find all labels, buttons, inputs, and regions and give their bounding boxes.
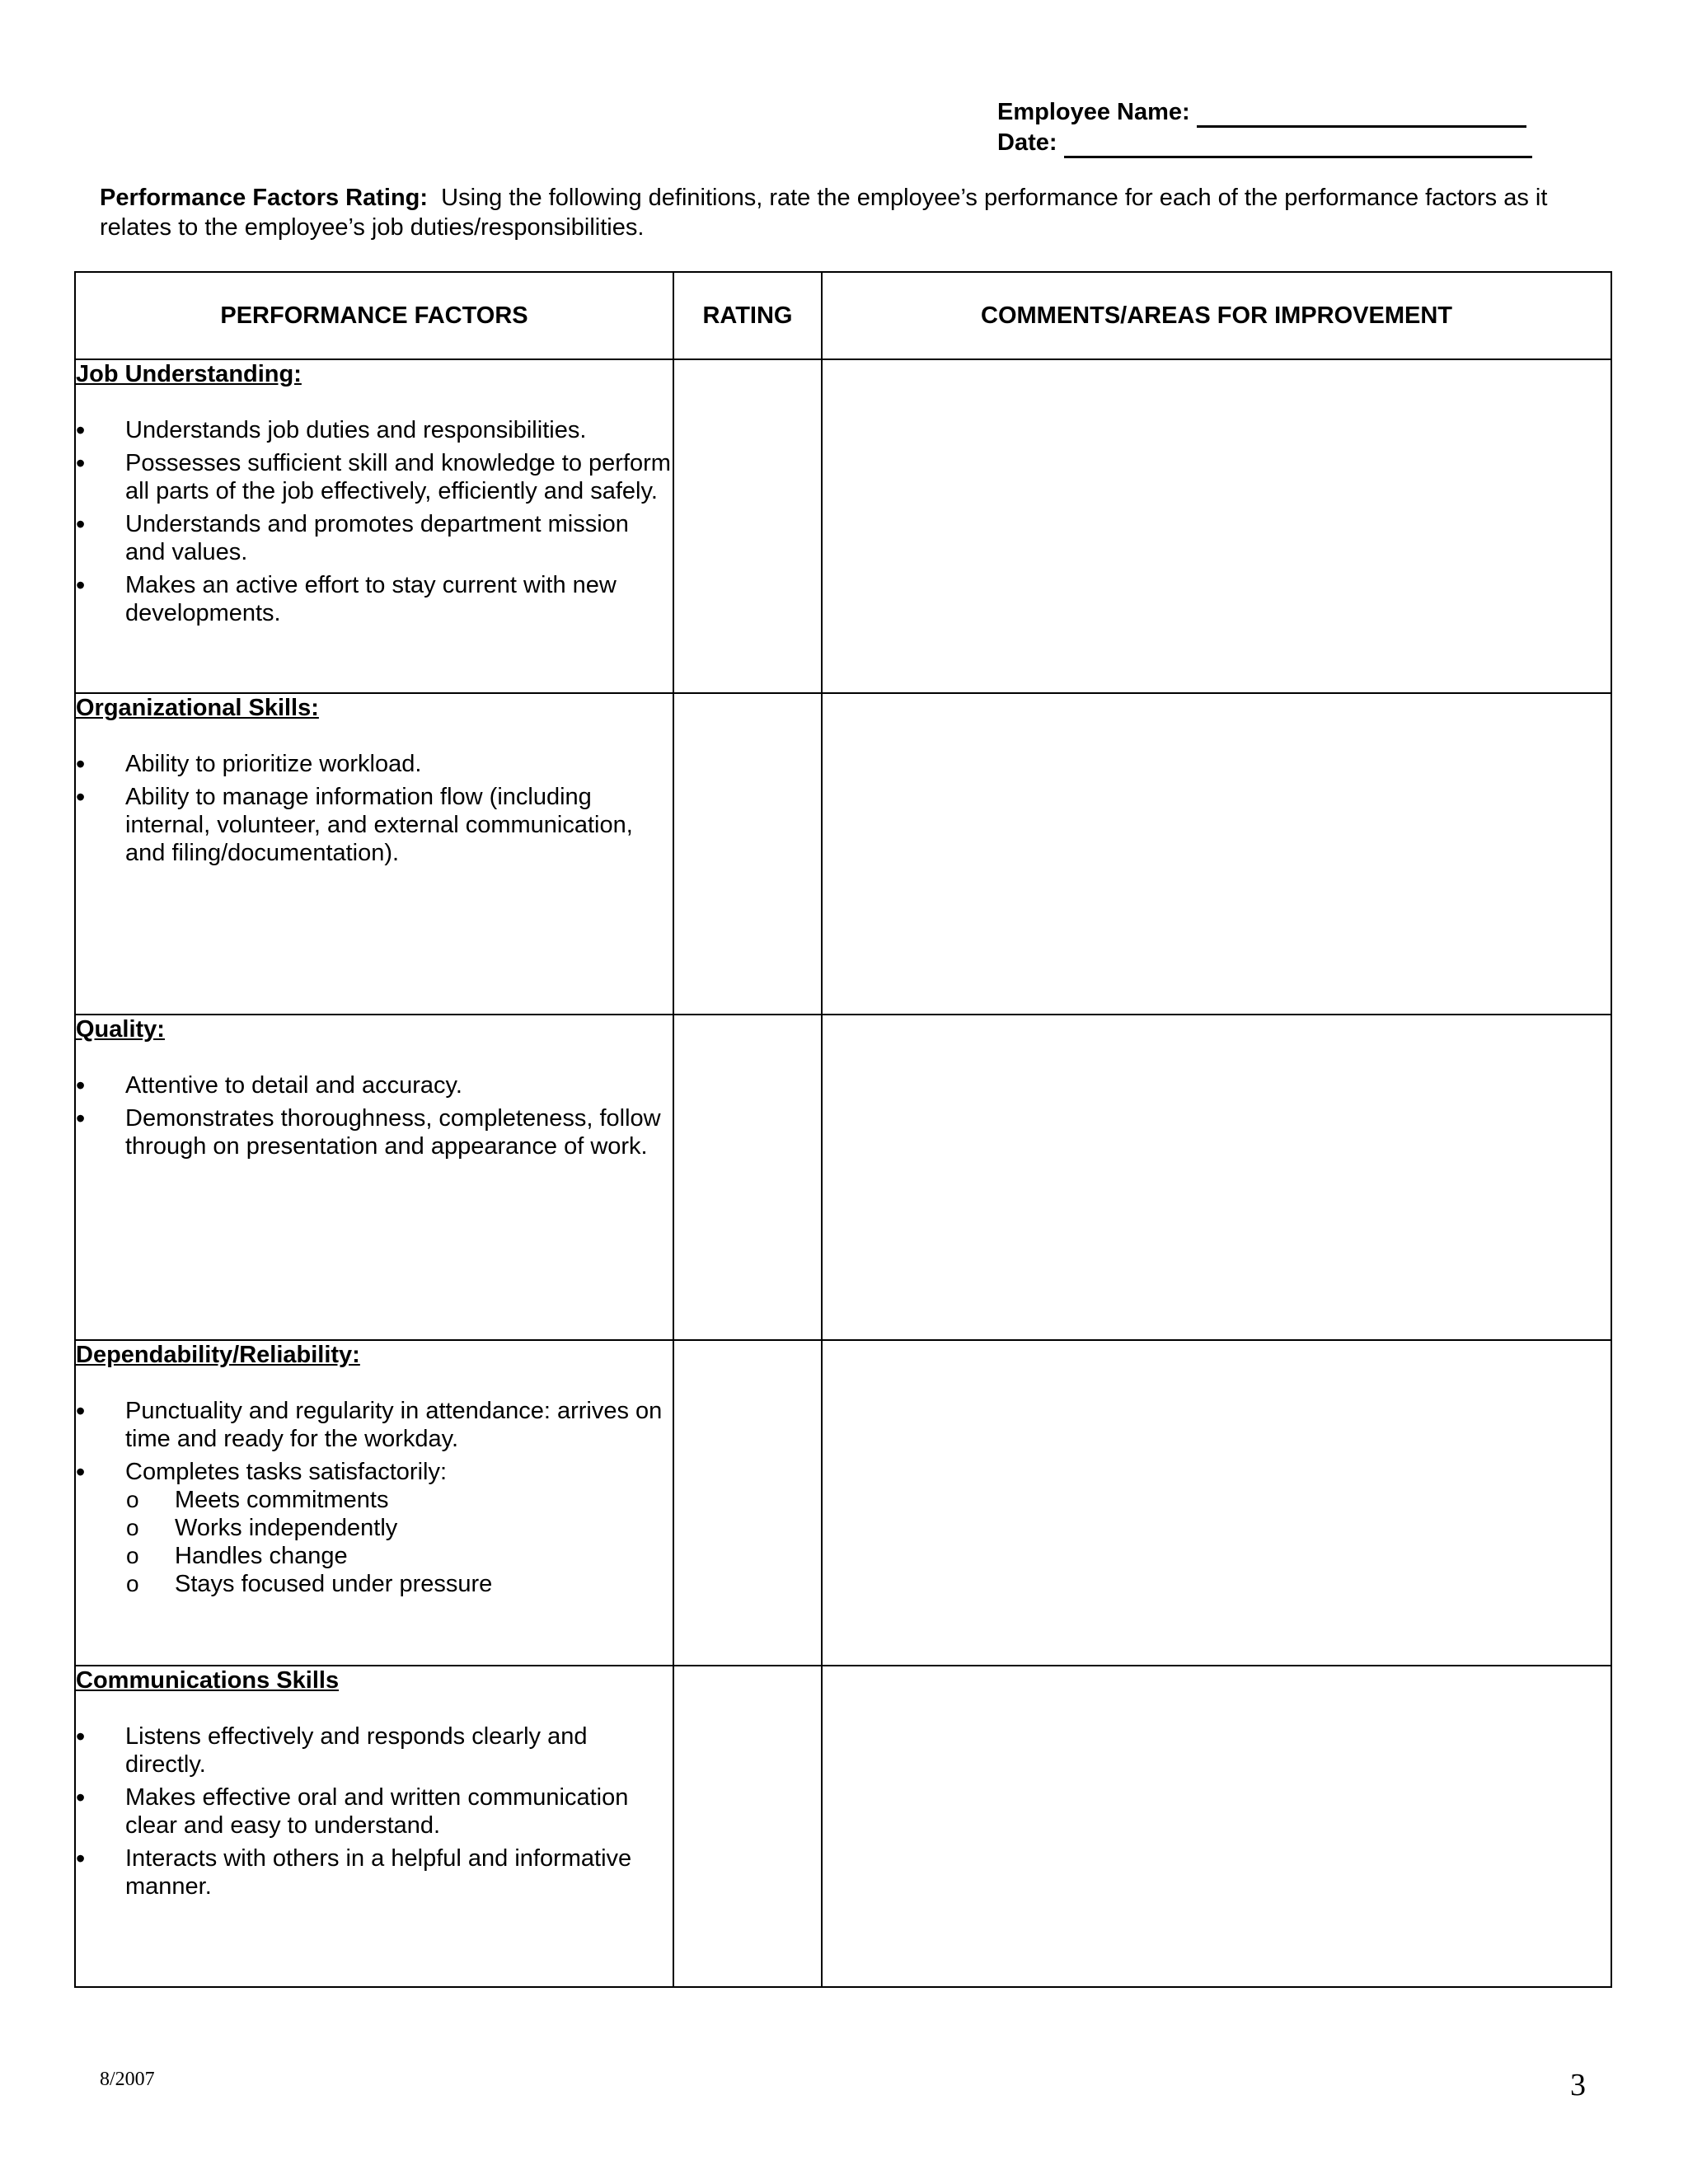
bullet-item: • Ability to prioritize workload. <box>76 750 673 778</box>
factor-bullets <box>76 750 673 867</box>
comments-cell[interactable] <box>822 359 1611 693</box>
performance-factors-table <box>74 271 1612 1988</box>
date-field[interactable] <box>1064 134 1532 158</box>
factor-bullets <box>76 416 673 627</box>
sub-bullet-item: o Stays focused under pressure <box>76 1570 673 1598</box>
rating-cell[interactable] <box>673 359 822 693</box>
factor-row-organizational-skills <box>75 693 1611 1015</box>
bullet-item: • Demonstrates thoroughness, completeness, follow through on presentation and appearance of work. <box>76 1104 673 1160</box>
employee-name-label: Employee Name: <box>997 99 1190 125</box>
comments-cell[interactable] <box>822 1666 1611 1987</box>
bullet-item <box>76 1458 673 1598</box>
page-number: 3 <box>1570 2068 1586 2102</box>
bullet-item: • Understands job duties and responsibilities. <box>76 416 673 444</box>
factor-title: Organizational Skills: <box>76 695 319 721</box>
factor-row-communications-skills <box>75 1666 1611 1987</box>
comments-cell[interactable] <box>822 693 1611 1015</box>
employee-name-field[interactable] <box>1197 104 1526 128</box>
date-row <box>997 128 1550 158</box>
instructions-text: Using the following definitions, rate the employee’s performance for each of the performance factors as it relates to the employee’s job duties/responsibilities. <box>100 185 1548 241</box>
comments-cell[interactable] <box>822 1015 1611 1340</box>
sub-bullet-item: o Handles change <box>76 1542 673 1570</box>
factor-cell <box>75 693 673 1015</box>
factor-row-job-understanding <box>75 359 1611 693</box>
bullet-item: • Interacts with others in a helpful and informative manner. <box>76 1844 673 1900</box>
rating-cell[interactable] <box>673 1340 822 1666</box>
rating-cell[interactable] <box>673 1666 822 1987</box>
bullet-item: • Listens effectively and responds clearly and directly. <box>76 1722 673 1779</box>
bullet-item: • Makes effective oral and written communication clear and easy to understand. <box>76 1783 673 1840</box>
factor-cell <box>75 1015 673 1340</box>
footer-date: 8/2007 <box>100 2069 155 2090</box>
column-header-comments: COMMENTS/AREAS FOR IMPROVEMENT <box>822 272 1611 359</box>
factor-bullets <box>76 1397 673 1598</box>
factor-title: Job Understanding: <box>76 361 302 387</box>
date-label: Date: <box>997 129 1057 156</box>
sub-bullet-item: o Works independently <box>76 1514 673 1542</box>
comments-cell[interactable] <box>822 1340 1611 1666</box>
table-header-row <box>75 272 1611 359</box>
employee-name-row <box>997 97 1550 128</box>
bullet-item-text: Completes tasks satisfactorily: <box>125 1459 448 1485</box>
instructions-label: Performance Factors Rating: <box>100 185 429 211</box>
factor-cell <box>75 1340 673 1666</box>
sub-bullet-item: o Meets commitments <box>76 1486 673 1514</box>
employee-info-block <box>997 97 1550 158</box>
bullet-item: • Attentive to detail and accuracy. <box>76 1071 673 1099</box>
rating-cell[interactable] <box>673 693 822 1015</box>
bullet-item: • Possesses sufficient skill and knowledge to perform all parts of the job effectively, efficiently and safely. <box>76 449 673 505</box>
factor-cell <box>75 1666 673 1987</box>
bullet-item: • Punctuality and regularity in attendance: arrives on time and ready for the workday. <box>76 1397 673 1453</box>
factor-title: Communications Skills <box>76 1667 340 1694</box>
factor-cell <box>75 359 673 693</box>
factor-title: Dependability/Reliability: <box>76 1342 360 1368</box>
factor-bullets <box>76 1722 673 1900</box>
factor-row-quality <box>75 1015 1611 1340</box>
bullet-item: • Ability to manage information flow (including internal, volunteer, and external communication, and filing/documentation). <box>76 783 673 867</box>
factor-bullets <box>76 1071 673 1160</box>
rating-cell[interactable] <box>673 1015 822 1340</box>
bullet-item: • Understands and promotes department mission and values. <box>76 510 673 566</box>
factor-title: Quality: <box>76 1016 165 1043</box>
sub-bullets <box>76 1486 673 1598</box>
factor-row-dependability <box>75 1340 1611 1666</box>
bullet-item: • Makes an active effort to stay current with new developments. <box>76 571 673 627</box>
column-header-performance-factors: PERFORMANCE FACTORS <box>75 272 673 359</box>
rating-instructions <box>100 183 1600 242</box>
column-header-rating: RATING <box>673 272 822 359</box>
